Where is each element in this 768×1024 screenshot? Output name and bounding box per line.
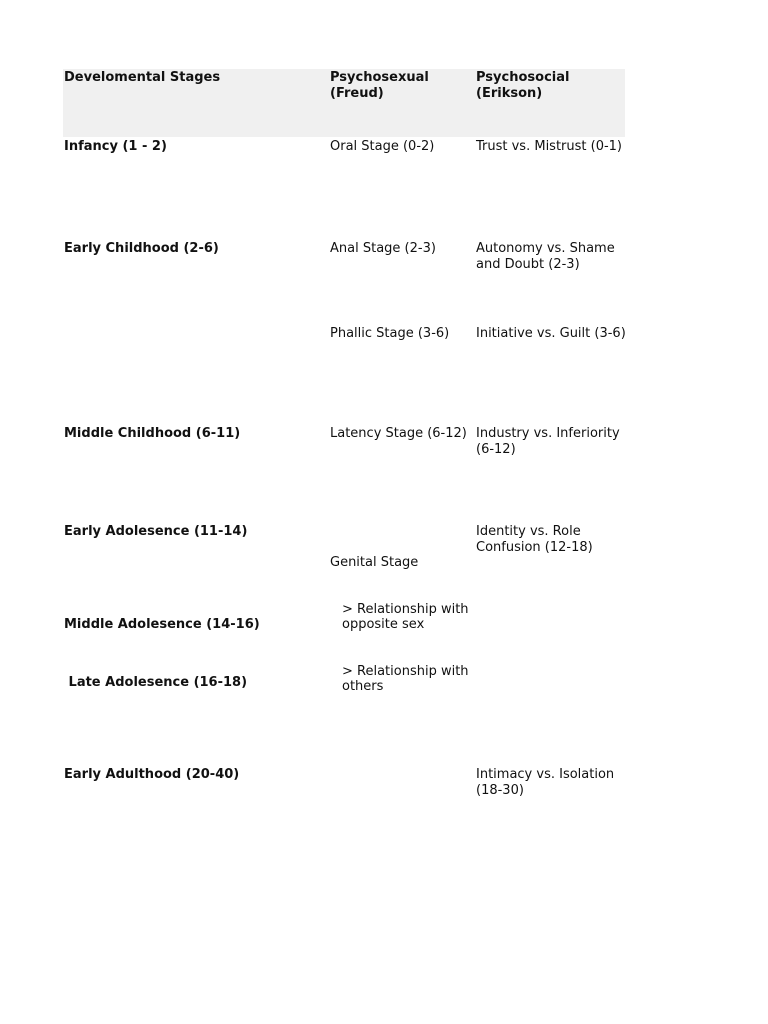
header-stage: Develomental Stages bbox=[64, 70, 221, 85]
erikson-cell: Industry vs. Inferiority (6-12) bbox=[476, 426, 624, 457]
freud-cell bbox=[330, 524, 472, 710]
stage-cell: Infancy (1 - 2) bbox=[64, 139, 167, 154]
stage-cell: Early Adolesence (11-14) bbox=[64, 524, 248, 539]
stage-cell: Early Adulthood (20-40) bbox=[64, 767, 240, 782]
header-freud: Psychosexual (Freud) bbox=[330, 70, 429, 101]
freud-cell: Latency Stage (6-12) bbox=[330, 426, 467, 441]
freud-cell-title: Genital Stage bbox=[330, 555, 419, 570]
stage-cell: Late Adolesence (16-18) bbox=[64, 675, 248, 690]
freud-cell: Anal Stage (2-3) bbox=[330, 241, 436, 256]
erikson-cell: Identity vs. Role Confusion (12-18) bbox=[476, 524, 593, 555]
erikson-cell: Autonomy vs. Shame and Doubt (2-3) bbox=[476, 241, 619, 272]
stage-cell: Middle Childhood (6-11) bbox=[64, 426, 241, 441]
freud-cell-subitem: > Relationship with opposite sex bbox=[342, 601, 473, 632]
freud-cell: Phallic Stage (3-6) bbox=[330, 326, 450, 341]
erikson-cell: Trust vs. Mistrust (0-1) bbox=[476, 139, 623, 154]
erikson-cell: Intimacy vs. Isolation (18-30) bbox=[476, 767, 619, 798]
freud-cell: Oral Stage (0-2) bbox=[330, 139, 435, 154]
freud-cell-subitem: > Relationship with others bbox=[342, 663, 473, 694]
erikson-cell: Initiative vs. Guilt (3-6) bbox=[476, 326, 626, 341]
stage-cell: Middle Adolesence (14-16) bbox=[64, 617, 260, 632]
header-erikson: Psychosocial (Erikson) bbox=[476, 70, 570, 101]
stage-cell: Early Childhood (2-6) bbox=[64, 241, 219, 256]
